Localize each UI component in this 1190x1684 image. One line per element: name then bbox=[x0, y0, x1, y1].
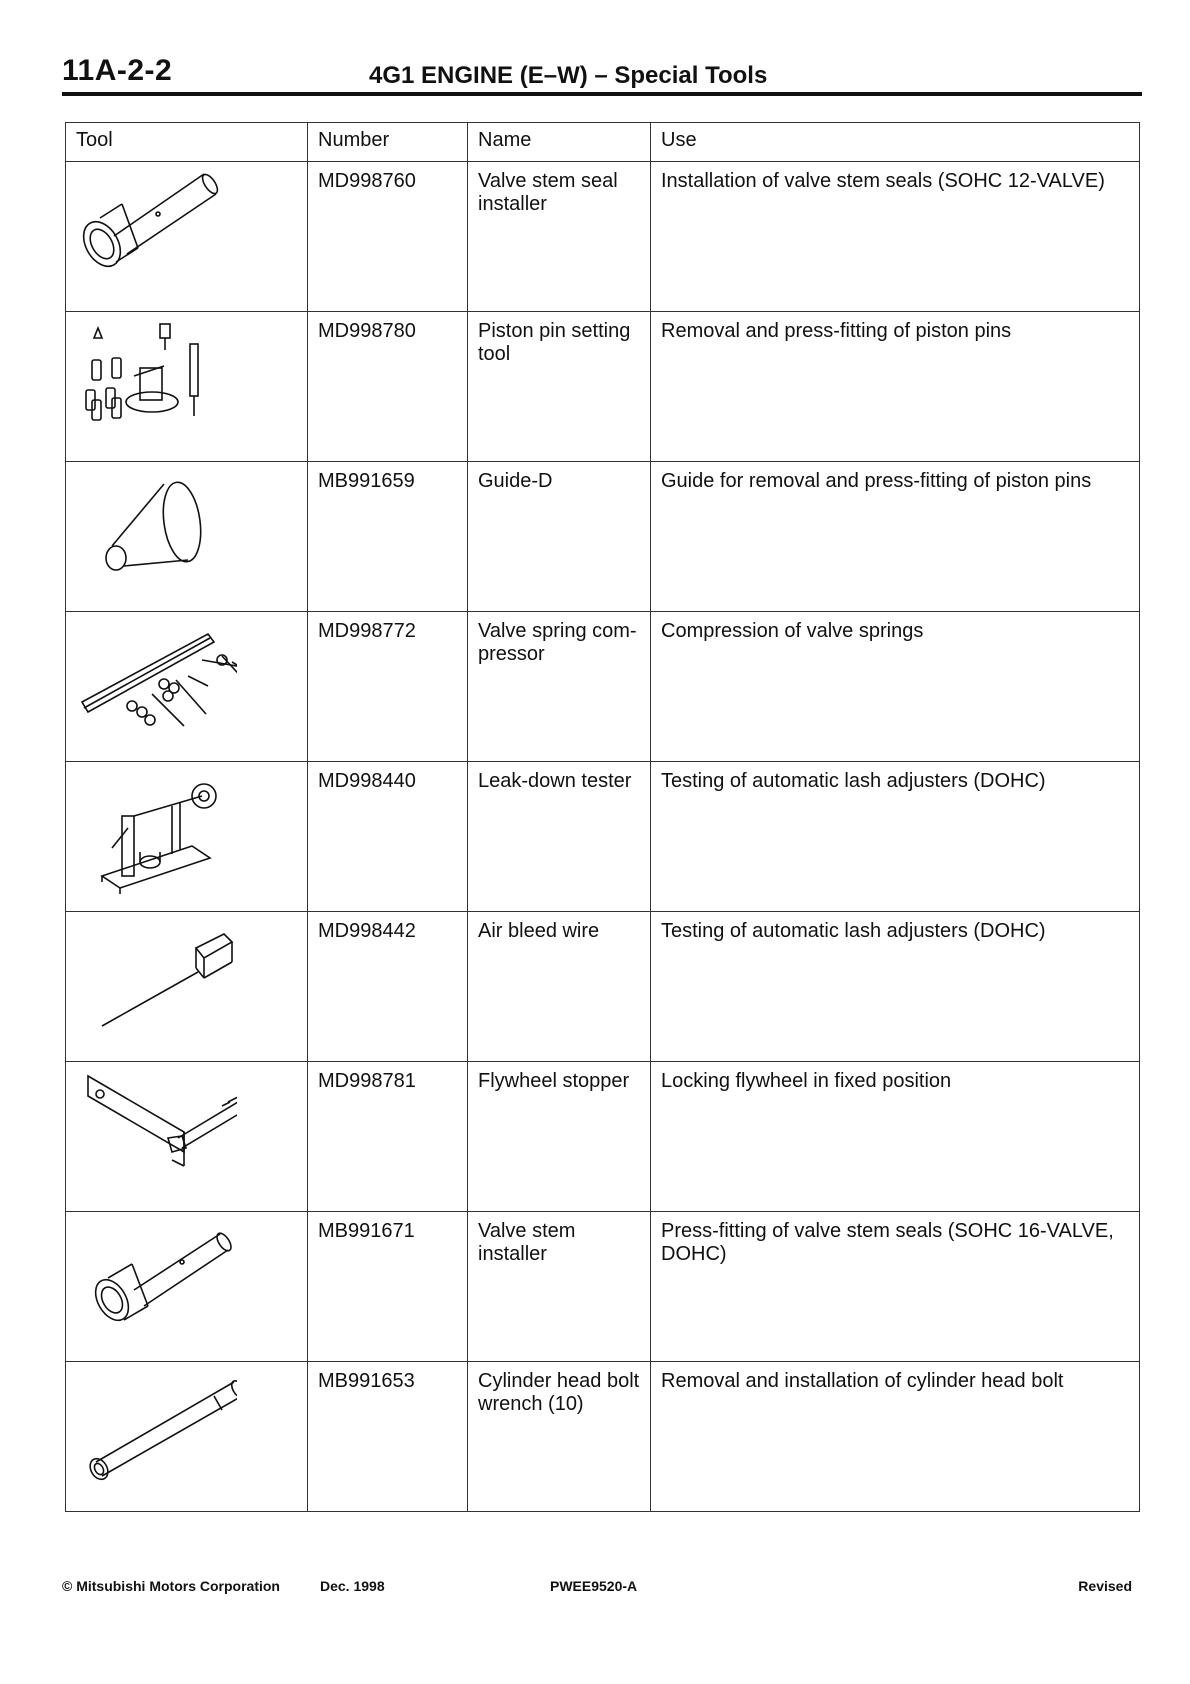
table-row bbox=[66, 1362, 1140, 1512]
tool-use: Compression of valve springs bbox=[651, 612, 1140, 762]
table-row bbox=[66, 162, 1140, 312]
tool-illustration-cell bbox=[66, 462, 308, 612]
tool-illustration-cell bbox=[66, 762, 308, 912]
tool-number: MD998772 bbox=[308, 612, 468, 762]
leak-down-tester-icon bbox=[72, 766, 237, 894]
tool-name: Leak-down tester bbox=[468, 762, 651, 912]
tool-number: MD998781 bbox=[308, 1062, 468, 1212]
tool-use: Guide for removal and press-fitting of piston pins bbox=[651, 462, 1140, 612]
tool-illustration-cell bbox=[66, 1062, 308, 1212]
column-header-number: Number bbox=[308, 123, 468, 162]
air-bleed-wire-icon bbox=[72, 916, 237, 1044]
table-row bbox=[66, 612, 1140, 762]
tool-number: MD998780 bbox=[308, 312, 468, 462]
valve-stem-installer-icon bbox=[72, 1216, 237, 1344]
valve-spring-compressor-icon bbox=[72, 616, 237, 744]
tool-use: Testing of automatic lash adjusters (DOHC) bbox=[651, 912, 1140, 1062]
footer-doc-code: PWEE9520-A bbox=[550, 1578, 638, 1594]
tool-illustration-cell bbox=[66, 312, 308, 462]
table-row bbox=[66, 1212, 1140, 1362]
tool-number: MD998442 bbox=[308, 912, 468, 1062]
tool-name: Valve stem seal installer bbox=[468, 162, 651, 312]
tool-use: Installation of valve stem seals (SOHC 12-VALVE) bbox=[651, 162, 1140, 312]
valve-stem-seal-installer-icon bbox=[72, 166, 237, 294]
table-row bbox=[66, 312, 1140, 462]
tool-name: Cylinder head bolt wrench (10) bbox=[468, 1362, 651, 1512]
table-header-row bbox=[66, 123, 1140, 162]
tool-use: Removal and installation of cylinder head bolt bbox=[651, 1362, 1140, 1512]
tool-illustration-cell bbox=[66, 612, 308, 762]
tool-illustration-cell bbox=[66, 1362, 308, 1512]
tool-number: MD998760 bbox=[308, 162, 468, 312]
cylinder-head-bolt-wrench-icon bbox=[72, 1366, 237, 1494]
page-header bbox=[62, 48, 1142, 96]
tool-number: MD998440 bbox=[308, 762, 468, 912]
tool-name: Flywheel stopper bbox=[468, 1062, 651, 1212]
table-row bbox=[66, 912, 1140, 1062]
tool-illustration-cell bbox=[66, 1212, 308, 1362]
table-row bbox=[66, 1062, 1140, 1212]
tool-use: Removal and press-fitting of piston pins bbox=[651, 312, 1140, 462]
tool-illustration-cell bbox=[66, 162, 308, 312]
tool-number: MB991653 bbox=[308, 1362, 468, 1512]
column-header-tool: Tool bbox=[66, 123, 308, 162]
piston-pin-setting-tool-icon bbox=[72, 316, 237, 444]
table-row bbox=[66, 762, 1140, 912]
tool-use: Testing of automatic lash adjusters (DOHC) bbox=[651, 762, 1140, 912]
table-row bbox=[66, 462, 1140, 612]
tool-name: Guide-D bbox=[468, 462, 651, 612]
special-tools-table bbox=[65, 122, 1140, 1512]
tool-name: Air bleed wire bbox=[468, 912, 651, 1062]
tool-illustration-cell bbox=[66, 912, 308, 1062]
tool-use: Locking flywheel in fixed position bbox=[651, 1062, 1140, 1212]
header-rule bbox=[62, 92, 1142, 96]
page-footer bbox=[62, 1578, 1132, 1602]
footer-copyright: © Mitsubishi Motors Corporation bbox=[62, 1578, 280, 1594]
flywheel-stopper-icon bbox=[72, 1066, 237, 1194]
tool-name: Valve spring com-pressor bbox=[468, 612, 651, 762]
footer-date: Dec. 1998 bbox=[320, 1578, 385, 1594]
section-title: 4G1 ENGINE (E–W) – Special Tools bbox=[369, 62, 768, 89]
tool-number: MB991671 bbox=[308, 1212, 468, 1362]
tool-name: Valve stem installer bbox=[468, 1212, 651, 1362]
column-header-use: Use bbox=[651, 123, 1140, 162]
tool-name: Piston pin setting tool bbox=[468, 312, 651, 462]
column-header-name: Name bbox=[468, 123, 651, 162]
page-number: 11A-2-2 bbox=[62, 54, 173, 87]
tool-use: Press-fitting of valve stem seals (SOHC 16-VALVE, DOHC) bbox=[651, 1212, 1140, 1362]
guide-d-icon bbox=[72, 466, 237, 594]
footer-status: Revised bbox=[1078, 1578, 1132, 1594]
tool-number: MB991659 bbox=[308, 462, 468, 612]
